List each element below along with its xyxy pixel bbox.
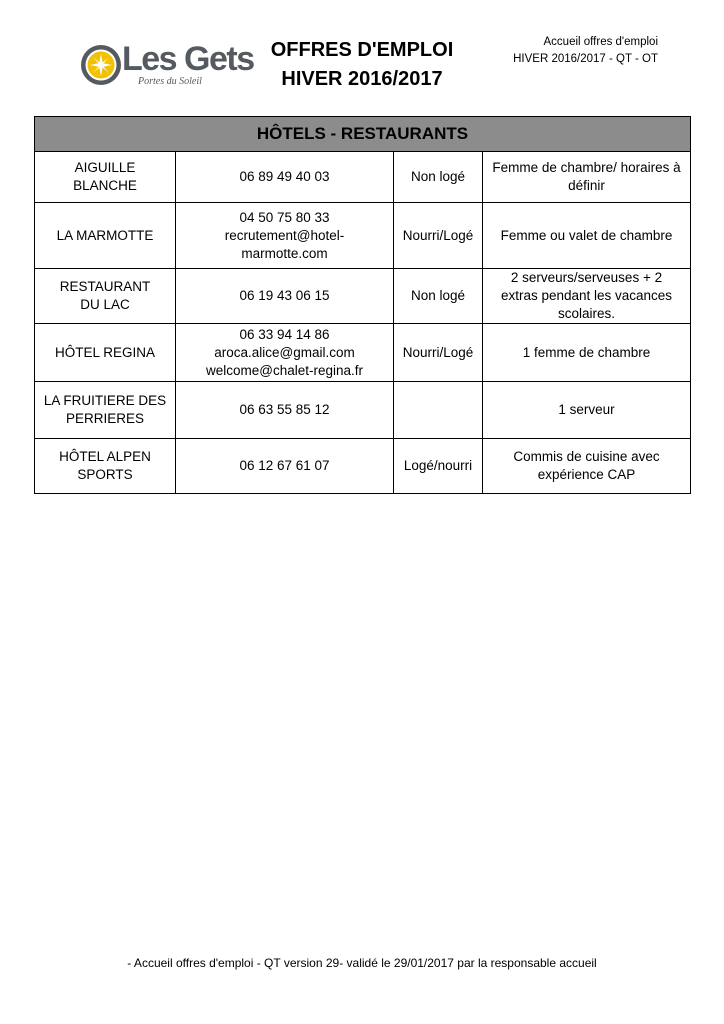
position-line: 1 serveur xyxy=(558,402,615,417)
position-line: 2 serveurs/serveuses + 2 xyxy=(510,270,663,285)
employer-name-line: LA MARMOTTE xyxy=(56,227,154,243)
employer-name xyxy=(35,324,176,382)
contact-line: 06 89 49 40 03 xyxy=(239,169,330,184)
job-position xyxy=(483,382,691,439)
job-position xyxy=(483,324,691,382)
employer-name-line: LA FRUITIERE DES xyxy=(43,393,167,408)
job-position xyxy=(483,152,691,203)
employer-name-line: BLANCHE xyxy=(73,178,137,193)
housing-status: Non logé xyxy=(394,152,483,203)
employer-name-line: HÔTEL REGINA xyxy=(54,344,156,360)
section-header: HÔTELS - RESTAURANTS xyxy=(35,117,691,152)
contact-info xyxy=(176,269,394,324)
employer-name-line: DU LAC xyxy=(80,297,130,312)
table-row xyxy=(35,203,691,269)
contact-line: 06 33 94 14 86 xyxy=(239,326,330,342)
position-line: expérience CAP xyxy=(537,467,636,482)
position-line: 1 femme de chambre xyxy=(522,344,651,360)
logo-brand-text: Les Gets xyxy=(122,40,254,78)
employer-name xyxy=(35,269,176,324)
page-title xyxy=(262,36,462,94)
position-line: extras pendant les vacances xyxy=(500,288,673,303)
job-position xyxy=(483,269,691,324)
document-reference-line-2: HIVER 2016/2017 - QT - OT xyxy=(513,53,658,65)
housing-status xyxy=(394,382,483,439)
contact-line: aroca.alice@gmail.com xyxy=(214,344,355,360)
page-title-line-2: HIVER 2016/2017 xyxy=(281,68,443,90)
table-row xyxy=(35,382,691,439)
position-line: Femme de chambre/ horaires à xyxy=(492,160,681,175)
position-line: Commis de cuisine avec xyxy=(513,449,660,464)
contact-info xyxy=(176,203,394,269)
job-rows xyxy=(35,152,691,494)
housing-status: Non logé xyxy=(394,269,483,324)
contact-line: 06 12 67 61 07 xyxy=(239,458,330,473)
contact-info xyxy=(176,439,394,494)
job-offers-table xyxy=(34,116,691,494)
employer-name xyxy=(35,152,176,203)
housing-status: Logé/nourri xyxy=(394,439,483,494)
document-reference xyxy=(513,34,658,68)
employer-name xyxy=(35,203,176,269)
position-line: Femme ou valet de chambre xyxy=(500,227,673,243)
job-position xyxy=(483,203,691,269)
table-row xyxy=(35,269,691,324)
logo-tagline: Portes du Soleil xyxy=(138,76,202,87)
contact-info xyxy=(176,382,394,439)
employer-name xyxy=(35,382,176,439)
page-footer: - Accueil offres d'emploi - QT version 29- validé le 29/01/2017 par la responsable accueil xyxy=(127,956,597,970)
job-position xyxy=(483,439,691,494)
position-line: scolaires. xyxy=(557,306,616,321)
contact-line: 06 19 43 06 15 xyxy=(239,288,330,303)
table-row xyxy=(35,439,691,494)
les-gets-logo xyxy=(80,40,254,92)
employer-name-line: AIGUILLE xyxy=(74,160,136,175)
contact-line: recrutement@hotel- xyxy=(224,227,345,243)
employer-name xyxy=(35,439,176,494)
employer-name-line: RESTAURANT xyxy=(59,279,151,294)
contact-line: welcome@chalet-regina.fr xyxy=(205,362,364,378)
position-line: définir xyxy=(568,178,605,193)
employer-name-line: SPORTS xyxy=(77,467,133,482)
employer-name-line: HÔTEL ALPEN xyxy=(59,449,151,464)
housing-status: Nourri/Logé xyxy=(394,203,483,269)
contact-info xyxy=(176,152,394,203)
contact-line: 04 50 75 80 33 xyxy=(239,209,330,225)
housing-status: Nourri/Logé xyxy=(394,324,483,382)
contact-line: 06 63 55 85 12 xyxy=(239,402,330,417)
table-row xyxy=(35,324,691,382)
contact-info xyxy=(176,324,394,382)
document-reference-line-1: Accueil offres d'emploi xyxy=(543,36,658,48)
employer-name-line: PERRIERES xyxy=(65,411,145,426)
page-title-line-1: OFFRES D'EMPLOI xyxy=(270,39,454,61)
contact-line: marmotte.com xyxy=(241,245,328,261)
sun-emblem-icon xyxy=(80,44,122,86)
table-row xyxy=(35,152,691,203)
